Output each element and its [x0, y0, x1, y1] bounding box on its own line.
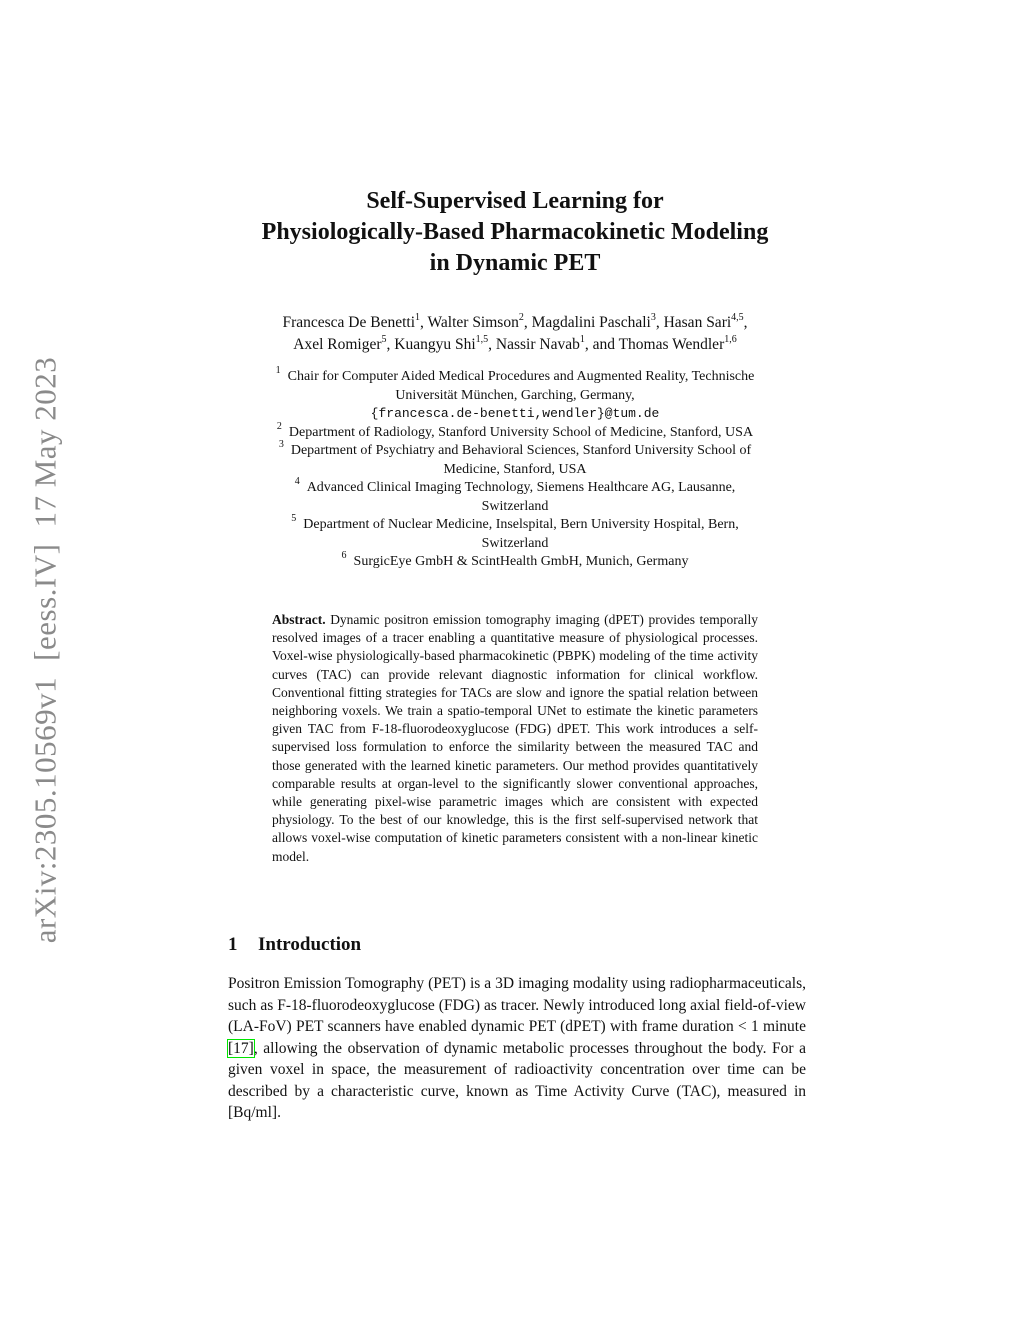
author-affiliation: 1 — [415, 311, 421, 323]
title-line-2: Physiologically-Based Pharmacokinetic Modeling — [261, 219, 769, 245]
abstract-label: Abstract. — [272, 612, 326, 627]
affiliation-number: 3 — [278, 439, 284, 451]
intro-text-after: , allowing the observation of dynamic metabolic processes throughout the body. For a given voxel in space, the measurement of radioactivity concentration over time can be described by a characteristic curve, known as Time Activity Curve (TAC), measured in [Bq/ml]. — [228, 1039, 806, 1121]
intro-text-before: Positron Emission Tomography (PET) is a 3D imaging modality using radiopharmaceuticals, such as F-18-fluorodeoxyglucose (FDG) as tracer. Newly introduced long axial field-of-view (LA-FoV) PET scanners have enabled dynamic PET (dPET) with frame duration < 1 minute — [228, 975, 806, 1035]
author-name: Walter Simson — [427, 314, 519, 331]
author-name: Thomas Wendler — [618, 336, 725, 353]
abstract — [272, 611, 758, 866]
author-list — [200, 312, 830, 356]
affiliation-6: $^6$ SurgicEye GmbH & ScintHealth GmbH, Munich, Germany — [341, 550, 689, 569]
author-affiliation: 3 — [650, 311, 656, 323]
author-affiliation: 2 — [518, 311, 524, 323]
arxiv-date: 17 May 2023 — [27, 356, 63, 528]
affiliation-number: 1 — [275, 365, 281, 377]
author-name: Hasan Sari — [663, 314, 732, 331]
author-affiliation: 1,5 — [475, 333, 489, 345]
author-affiliation: 1,6 — [724, 333, 737, 345]
author-affiliation: 1 — [579, 333, 585, 345]
section-title: Introduction — [258, 934, 362, 955]
introduction-paragraph — [228, 973, 806, 1124]
affiliation-number: 5 — [291, 513, 297, 525]
arxiv-category: [eess.IV] — [27, 543, 63, 661]
author-affiliation: 4,5 — [731, 311, 744, 323]
arxiv-sidebar — [20, 340, 70, 960]
affiliation-number: 6 — [341, 550, 347, 562]
arxiv-id: arXiv:2305.10569v1 — [27, 676, 63, 944]
affiliation-1: $^1$ Chair for Computer Aided Medical Procedures and Augmented Reality, Technische Universität München, Garching, Germany, — [275, 365, 755, 403]
affiliation-4: $^4$ Advanced Clinical Imaging Technology, Siemens Healthcare AG, Lausanne, Switzerland — [294, 476, 736, 514]
author-name: Francesca De Benetti — [282, 314, 416, 331]
author-name: Magdalini Paschali — [531, 314, 651, 331]
affiliation-email[interactable]: {francesca.de-benetti,wendler}@tum.de — [370, 406, 660, 421]
citation-link[interactable]: [17] — [228, 1039, 254, 1057]
abstract-text: Dynamic positron emission tomography imaging (dPET) provides temporally resolved images of a tracer enabling a quantitative measure of physiological processes. Voxel-wise physiologically-based pharmacokinetic (PBPK) modeling of the time activity curves (TAC) can provide relevant diagnostic information for clinical workflow. Conventional fitting strategies for TACs are slow and ignore the spatial relation between neighboring voxels. We train a spatio-temporal UNet to estimate the kinetic parameters given TAC from F-18-fluorodeoxyglucose (FDG) dPET. This work introduces a self-supervised loss formulation to enforce the similarity between the measured TAC and those generated with the learned kinetic parameters. Our method provides quantitatively comparable results at organ-level to the significantly slower conventional approaches, while generating pixel-wise parametric images which are consistent with expected physiology. To the best of our knowledge, this is the first self-supervised network that allows voxel-wise computation of kinetic parameters consistent with a non-linear kinetic model. — [272, 612, 759, 864]
author-name: Nassir Navab — [495, 336, 580, 353]
author-affiliation: 5 — [381, 333, 387, 345]
author-conjunction: and — [592, 336, 615, 353]
author-line-1: Francesca De Benetti$^1$, Walter Simson$^2$, Magdalini Paschali$^3$, Hasan Sari$^{4,5}$, — [282, 311, 748, 331]
section-number: 1 — [228, 934, 238, 955]
author-line-2: Axel Romiger$^5$, Kuangyu Shi$^{1,5}$, Nassir Navab$^1$, and Thomas Wendler$^{1,6}$ — [293, 333, 737, 353]
affiliation-3: $^3$ Department of Psychiatry and Behavioral Sciences, Stanford University School of Medicine, Stanford, USA — [278, 439, 752, 477]
affiliation-list — [200, 365, 830, 572]
arxiv-stamp — [27, 357, 63, 944]
author-name: Kuangyu Shi — [394, 336, 476, 353]
affiliation-number: 2 — [276, 420, 282, 432]
section-heading-introduction — [228, 934, 361, 956]
title-line-3: in Dynamic PET — [429, 250, 601, 276]
title-line-1: Self-Supervised Learning for — [366, 188, 664, 214]
affiliation-5: $^5$ Department of Nuclear Medicine, Inselspital, Bern University Hospital, Bern, Switzerland — [291, 513, 739, 551]
paper-title — [200, 186, 830, 279]
affiliation-number: 4 — [294, 476, 300, 488]
author-name: Axel Romiger — [293, 336, 382, 353]
affiliation-2: $^2$ Department of Radiology, Stanford University School of Medicine, Stanford, USA — [276, 420, 754, 440]
